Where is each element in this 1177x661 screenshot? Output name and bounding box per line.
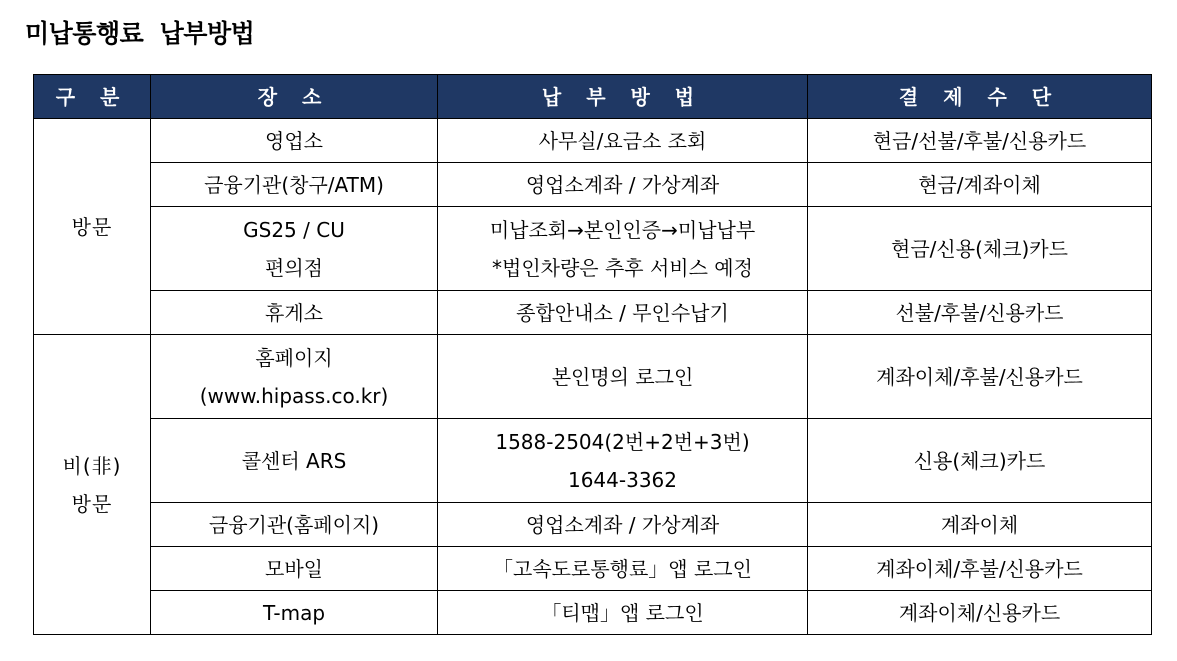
place-cell [151,207,438,291]
payment-cell [808,335,1152,419]
payment-cell [808,163,1152,207]
method-label: 종합안내소 / 무인수납기 [516,300,729,325]
method-cell [438,547,808,591]
table-row [34,291,1152,335]
place-label: 콜센터 ARS [241,448,347,473]
header-method: 납 부 방 법 [438,75,808,119]
place-label: T-map [262,600,326,625]
place-label: (www.hipass.co.kr) [199,383,389,408]
payment-cell [808,291,1152,335]
place-label: 영업소 [265,128,323,153]
payment-cell [808,591,1152,635]
method-cell [438,119,808,163]
payment-cell [808,503,1152,547]
method-label: 영업소계좌 / 가상계좌 [525,172,720,197]
place-cell [151,591,438,635]
method-cell [438,163,808,207]
place-cell [151,163,438,207]
payment-label: 계좌이체/신용카드 [898,600,1061,625]
table-row [34,419,1152,503]
payment-label: 신용(체크)카드 [913,448,1046,473]
payment-methods-table [33,74,1152,635]
place-label: 홈페이지 [255,345,333,370]
payment-label: 선불/후불/신용카드 [895,300,1064,325]
payment-label: 현금/선불/후불/신용카드 [872,128,1087,153]
table-row [34,591,1152,635]
category-label: 방문 [71,491,113,516]
category-label: 비(非) [62,453,122,478]
page-title: 미납통행료 납부방법 [25,19,255,48]
method-cell [438,591,808,635]
method-cell [438,207,808,291]
method-label: 사무실/요금소 조회 [538,128,707,153]
method-cell [438,503,808,547]
place-cell [151,419,438,503]
table-row [34,163,1152,207]
method-label: 영업소계좌 / 가상계좌 [525,512,720,537]
place-label: GS25 / CU [243,217,345,242]
place-label: 편의점 [265,255,323,280]
method-label: *법인차량은 추후 서비스 예정 [492,255,753,280]
header-category: 구 분 [34,75,151,119]
table-row [34,503,1152,547]
place-cell [151,291,438,335]
place-label: 금융기관(창구/ATM) [204,172,384,197]
table-row [34,547,1152,591]
payment-label: 현금/신용(체크)카드 [891,236,1068,261]
payment-label: 계좌이체 [940,512,1019,537]
table-row [34,119,1152,163]
header-payment: 결 제 수 단 [808,75,1152,119]
table-row [34,207,1152,291]
method-label: 본인명의 로그인 [551,364,694,389]
method-label: 미납조회→본인인증→미납납부 [489,217,756,242]
payment-cell [808,547,1152,591]
place-label: 모바일 [265,556,323,581]
payment-cell [808,419,1152,503]
place-cell [151,503,438,547]
place-cell [151,119,438,163]
category-cell [34,119,151,335]
payment-label: 계좌이체/후불/신용카드 [876,556,1083,581]
payment-cell [808,207,1152,291]
place-cell [151,335,438,419]
place-label: 금융기관(홈페이지) [208,512,380,537]
payment-cell [808,119,1152,163]
payment-label: 현금/계좌이체 [918,172,1041,197]
table-body [34,119,1152,635]
method-cell [438,335,808,419]
header-place: 장 소 [151,75,438,119]
method-cell [438,419,808,503]
place-cell [151,547,438,591]
method-label: 「고속도로통행료」앱 로그인 [493,556,752,581]
category-label: 방문 [71,214,113,239]
method-cell [438,291,808,335]
category-cell [34,335,151,635]
method-label: 1644-3362 [567,467,677,492]
table-row [34,335,1152,419]
method-label: 「티맵」앱 로그인 [541,600,704,625]
method-label: 1588-2504(2번+2번+3번) [495,429,750,454]
place-label: 휴게소 [265,300,323,325]
table-header-row [34,75,1152,119]
payment-label: 계좌이체/후불/신용카드 [876,364,1083,389]
